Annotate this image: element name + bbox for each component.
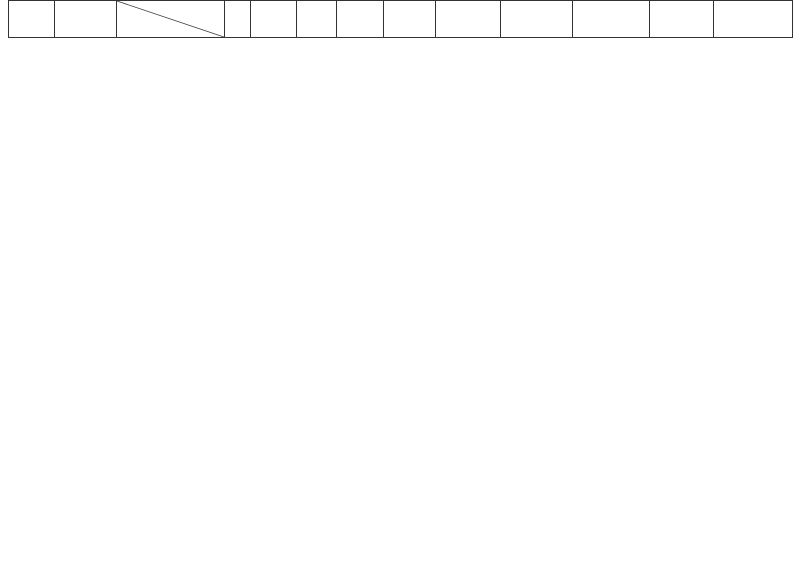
header-col-4 — [384, 1, 436, 38]
diagonal-line — [117, 1, 224, 37]
header-col-2 — [297, 1, 337, 38]
price-table — [8, 0, 793, 38]
header-col-9 — [714, 1, 793, 38]
header-col-1 — [251, 1, 297, 38]
header-col-5 — [436, 1, 501, 38]
header-material-category — [117, 1, 225, 38]
header-col-6 — [501, 1, 573, 38]
header-row — [9, 1, 793, 38]
header-seq — [9, 1, 55, 38]
header-col-8 — [650, 1, 714, 38]
header-image — [55, 1, 117, 38]
table-header — [9, 1, 793, 38]
header-col-0 — [225, 1, 251, 38]
header-col-3 — [337, 1, 384, 38]
header-col-7 — [573, 1, 650, 38]
